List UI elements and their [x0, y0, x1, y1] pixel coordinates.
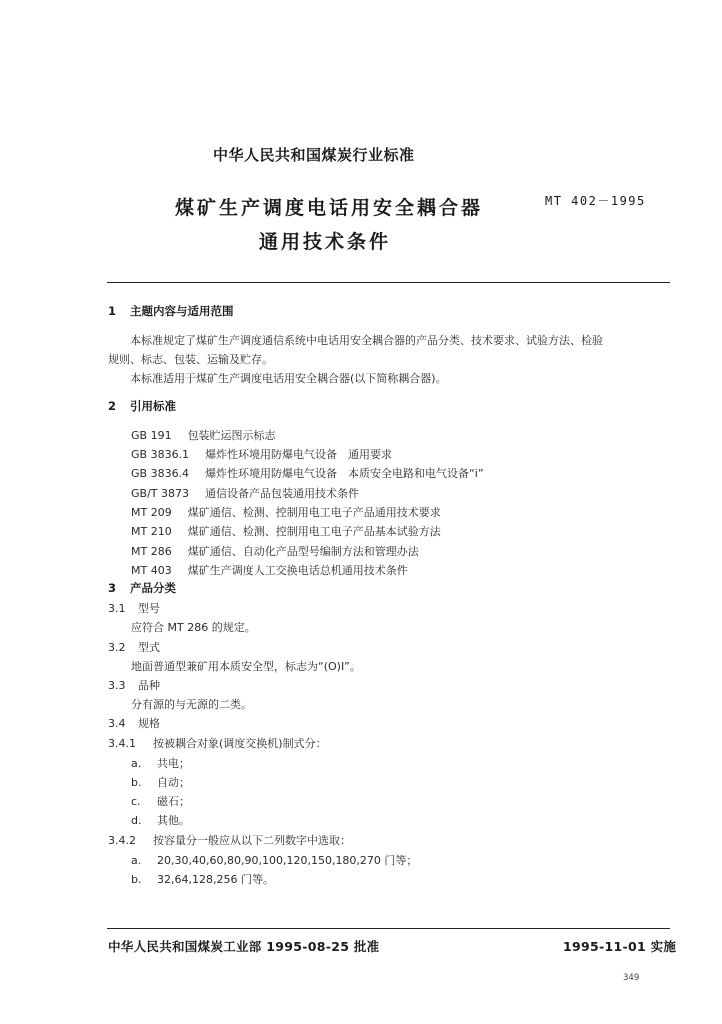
list-item-label: d.	[131, 814, 142, 827]
header-divider	[107, 282, 670, 283]
subsection-number: 3.2	[108, 641, 126, 654]
reference-title: 煤矿生产调度人工交换电话总机通用技术条件	[187, 564, 408, 577]
reference-title: 煤矿通信、检测、控制用电工电子产品基本试验方法	[187, 525, 441, 538]
section1-para1-line2: 规则、标志、包装、运输及贮存。	[108, 353, 273, 366]
list-item-label: a.	[131, 757, 142, 770]
list-item-text: 磁石；	[157, 795, 190, 808]
subsection-title: 型式	[138, 641, 160, 654]
subsection-3-3-text: 分有源的与无源的二类。	[131, 698, 252, 711]
list-item-text: 自动；	[157, 776, 190, 789]
subsection-number: 3.1	[108, 602, 126, 615]
list-item	[131, 774, 190, 790]
subsection-3-3-heading	[108, 677, 160, 693]
subsection-number: 3.4.2	[108, 834, 136, 847]
subsection-3-2-text: 地面普通型兼矿用本质安全型，标志为“(O)I”。	[131, 660, 361, 673]
list-item	[131, 852, 417, 868]
list-item-label: c.	[131, 795, 141, 808]
reference-title: 煤矿通信、检测、控制用电工电子产品通用技术要求	[187, 506, 441, 519]
reference-code: MT 403	[131, 564, 172, 577]
subsection-3-1-text: 应符合 MT 286 的规定。	[131, 621, 256, 634]
subsection-number: 3.3	[108, 679, 126, 692]
reference-item	[131, 485, 359, 501]
list-item-label: b.	[131, 873, 142, 886]
reference-code: MT 286	[131, 545, 172, 558]
section1-title: 主题内容与适用范围	[130, 304, 234, 318]
subsection-number: 3.4	[108, 717, 126, 730]
subsection-3-2-heading	[108, 639, 160, 655]
reference-item	[131, 523, 441, 539]
reference-item	[131, 543, 419, 559]
subsection-title: 品种	[138, 679, 160, 692]
list-item-text: 共电；	[157, 757, 190, 770]
reference-code: GB 191	[131, 429, 172, 442]
footer-divider	[107, 928, 670, 929]
list-item	[131, 871, 274, 887]
effective-date: 1995-11-01 实施	[563, 939, 677, 954]
section1-para1-line1: 本标准规定了煤矿生产调度通信系统中电话用安全耦合器的产品分类、技术要求、试验方法、检验	[130, 334, 603, 347]
reference-title: 包装贮运图示标志	[187, 429, 276, 442]
section2-number: 2	[108, 399, 117, 413]
reference-item	[131, 504, 441, 520]
subsection-title: 型号	[138, 602, 160, 615]
list-item	[131, 755, 190, 771]
section3-heading	[108, 580, 176, 596]
reference-code: GB 3836.4	[131, 467, 190, 480]
document-title-line2: 通用技术条件	[259, 231, 392, 253]
reference-title: 通信设备产品包装通用技术条件	[205, 487, 359, 500]
list-item-text: 20,30,40,60,80,90,100,120,150,180,270 门等；	[157, 854, 418, 867]
list-item-text: 其他。	[157, 814, 190, 827]
reference-code: GB/T 3873	[131, 487, 189, 500]
subsection-3-4-1-heading	[108, 735, 327, 751]
reference-item	[131, 562, 408, 578]
subsection-text: 按被耦合对象(调度交换机)制式分：	[153, 737, 327, 750]
reference-title: 爆炸性环境用防爆电气设备 通用要求	[205, 448, 393, 461]
subsection-title: 规格	[138, 717, 160, 730]
list-item-label: b.	[131, 776, 142, 789]
subsection-text: 按容量分一般应从以下二列数字中选取：	[153, 834, 351, 847]
section1-para2: 本标准适用于煤矿生产调度电话用安全耦合器(以下简称耦合器)。	[130, 372, 447, 385]
reference-code: MT 210	[131, 525, 172, 538]
subsection-3-4-heading	[108, 715, 160, 731]
list-item-label: a.	[131, 854, 142, 867]
section1-heading	[108, 303, 234, 319]
reference-item	[131, 446, 392, 462]
section2-title: 引用标准	[130, 399, 177, 413]
reference-item	[131, 465, 484, 481]
reference-item	[131, 427, 276, 443]
standard-code: MT 402－1995	[545, 194, 646, 208]
section2-heading	[108, 398, 176, 414]
approval-line: 中华人民共和国煤炭工业部 1995-08-25 批准	[108, 939, 380, 954]
section3-title: 产品分类	[130, 581, 177, 595]
section1-number: 1	[108, 304, 117, 318]
subsection-3-4-2-heading	[108, 832, 351, 848]
reference-code: MT 209	[131, 506, 172, 519]
reference-title: 爆炸性环境用防爆电气设备 本质安全电路和电气设备“i”	[205, 467, 484, 480]
document-title-line1: 煤矿生产调度电话用安全耦合器	[175, 197, 484, 219]
subsection-number: 3.4.1	[108, 737, 136, 750]
list-item	[131, 793, 190, 809]
subsection-3-1-heading	[108, 600, 160, 616]
reference-code: GB 3836.1	[131, 448, 190, 461]
industry-standard-heading: 中华人民共和国煤炭行业标准	[213, 146, 415, 164]
reference-title: 煤矿通信、自动化产品型号编制方法和管理办法	[187, 545, 419, 558]
page-number: 349	[623, 973, 640, 983]
section3-number: 3	[108, 581, 117, 595]
list-item-text: 32,64,128,256 门等。	[157, 873, 274, 886]
list-item	[131, 812, 190, 828]
